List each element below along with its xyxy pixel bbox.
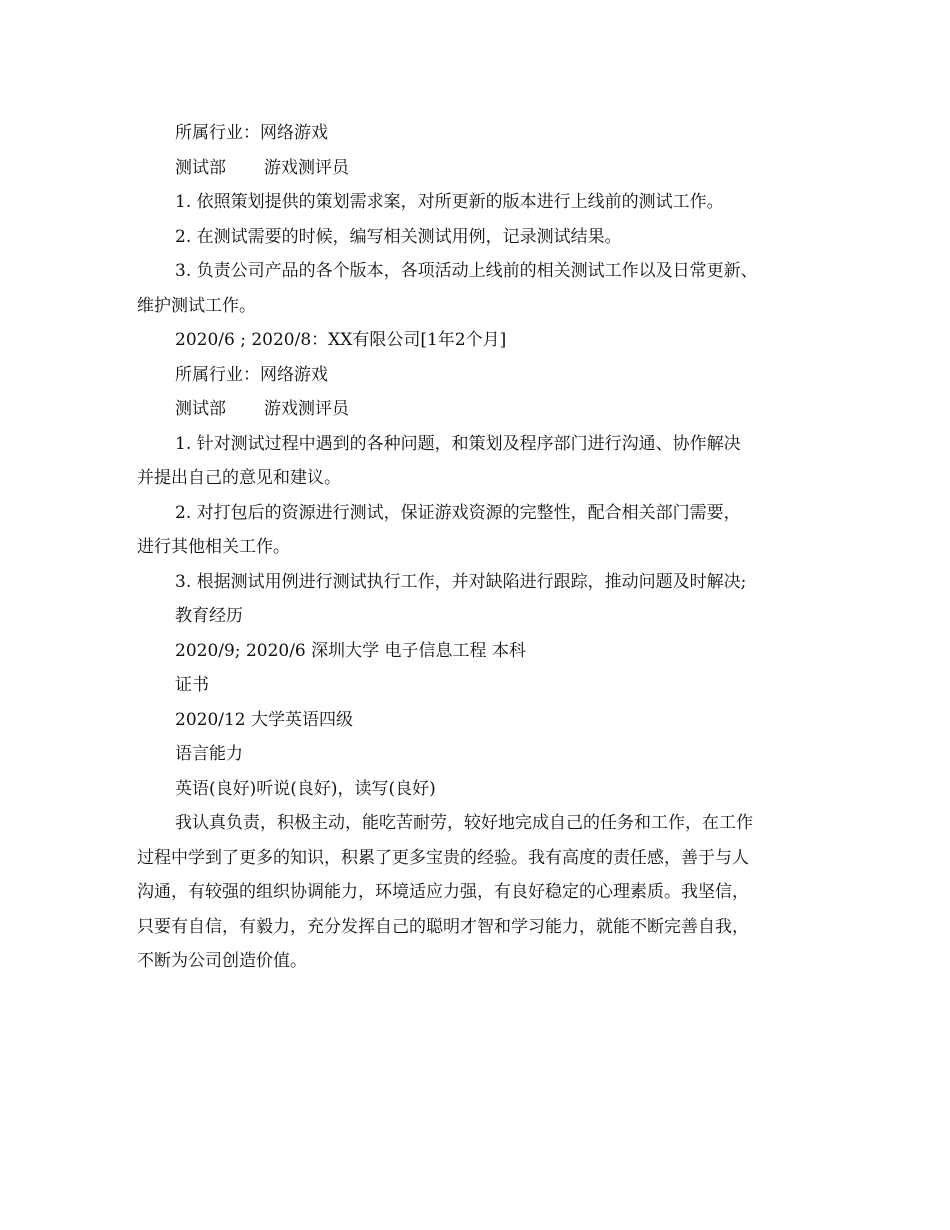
language-heading: 语言能力: [175, 744, 243, 764]
job1-item-3-line-2: 维护测试工作。: [137, 295, 256, 316]
job2-item-2: [137, 496, 817, 565]
education-entry: 2020/9; 2020/6 深圳大学 电子信息工程 本科: [175, 640, 526, 661]
job2-item-3: 3. 根据测试用例进行测试执行工作，并对缺陷进行跟踪，推动问题及时解决;: [175, 571, 747, 592]
job2-title: 游戏测评员: [264, 399, 349, 419]
job2-item-2-line-2: 进行其他相关工作。: [137, 537, 290, 557]
self-evaluation-line-1: 我认真负责，积极主动，能吃苦耐劳，较好地完成自己的任务和工作，在工作: [175, 813, 753, 833]
job2-industry: 所属行业：网络游戏: [175, 364, 328, 385]
self-evaluation-line-3: 沟通，有较强的组织协调能力，环境适应力强，有良好稳定的心理素质。我坚信，: [137, 882, 749, 902]
job1-item-3: [137, 254, 817, 323]
job1-title: 游戏测评员: [264, 157, 349, 178]
language-entry: 英语(良好)听说(良好)，读写(良好): [175, 778, 436, 799]
job1-item-3-line-1: 3. 负责公司产品的各个版本，各项活动上线前的相关测试工作以及日常更新、: [175, 261, 758, 281]
self-evaluation-line-2: 过程中学到了更多的知识，积累了更多宝贵的经验。我有高度的责任感，善于与人: [137, 847, 749, 868]
self-evaluation-line-5: 不断为公司创造价值。: [137, 951, 307, 971]
job1-item-2: 2. 在测试需要的时候，编写相关测试用例，记录测试结果。: [175, 226, 622, 247]
job2-item-1: [137, 427, 817, 496]
job1-dept: 测试部: [175, 157, 226, 178]
resume-body: [137, 116, 817, 979]
job1-industry: 所属行业：网络游戏: [175, 123, 328, 143]
job2-item-2-line-1: 2. 对打包后的资源进行测试，保证游戏资源的完整性，配合相关部门需要，: [175, 502, 741, 523]
job1-item-1: 1. 依照策划提供的策划需求案，对所更新的版本进行上线前的测试工作。: [175, 192, 724, 212]
job2-dept: 测试部: [175, 399, 226, 419]
job1-dept-title: [137, 151, 817, 186]
job2-item-1-line-1: 1. 针对测试过程中遇到的各种问题，和策划及程序部门进行沟通、协作解决: [175, 433, 741, 454]
job2-dept-title: [137, 392, 817, 427]
job2-item-1-line-2: 并提出自己的意见和建议。: [137, 468, 341, 488]
certificates-entry: 2020/12 大学英语四级: [175, 709, 354, 730]
certificates-heading: 证书: [175, 675, 209, 695]
self-evaluation-line-4: 只要有自信，有毅力，充分发挥自己的聪明才智和学习能力，就能不断完善自我，: [137, 916, 749, 937]
job2-period: 2020/6 ; 2020/8：XX有限公司[1年2个月]: [175, 330, 507, 350]
education-heading: 教育经历: [175, 606, 243, 626]
self-evaluation: [137, 806, 817, 979]
